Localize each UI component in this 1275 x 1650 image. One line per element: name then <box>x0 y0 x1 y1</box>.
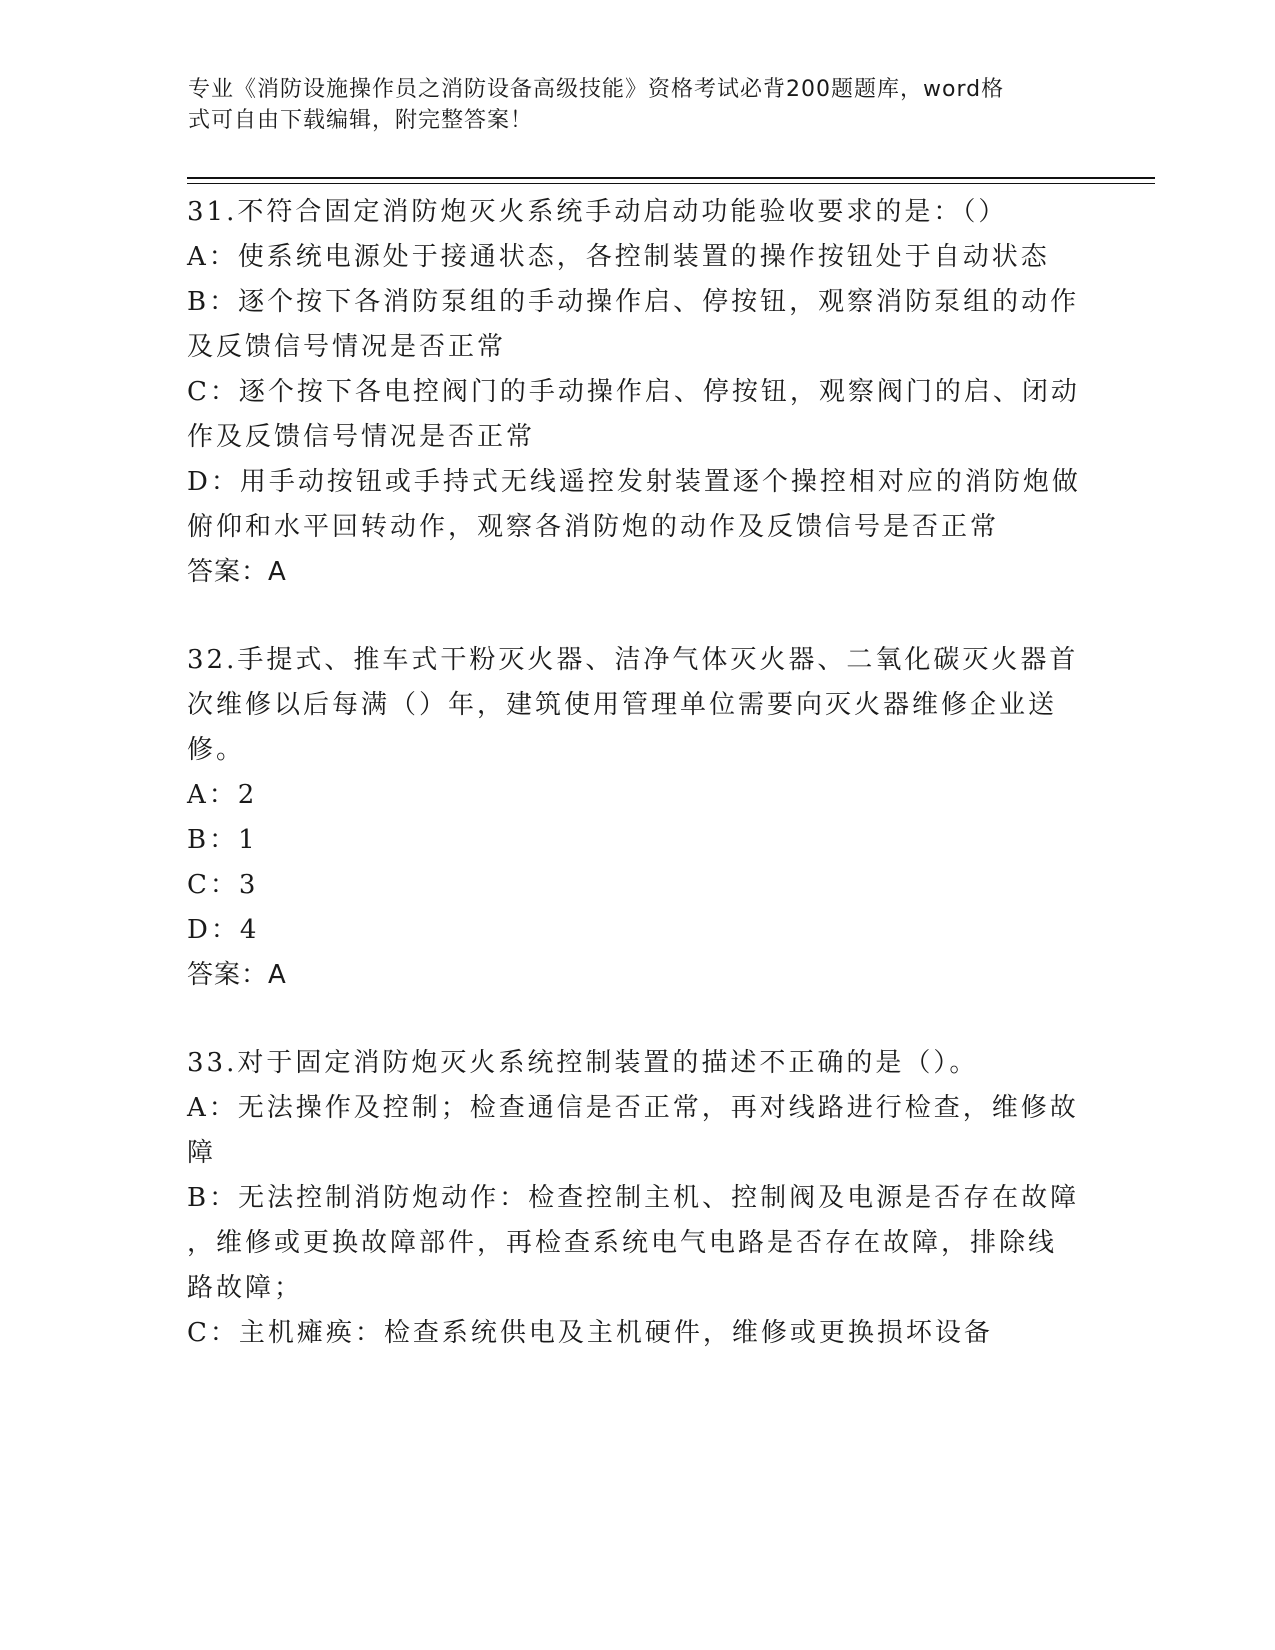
option-b: B：1 <box>187 825 258 855</box>
question-33 <box>187 1041 1087 1356</box>
option-a: A：使系统电源处于接通状态，各控制装置的操作按钮处于自动状态 <box>187 242 1050 272</box>
option-b-continued: 及反馈信号情况是否正常 <box>187 332 507 362</box>
option-c-continued: 作及反馈信号情况是否正常 <box>187 422 536 452</box>
option-c: C：逐个按下各电控阀门的手动操作启、停按钮，观察阀门的启、闭动 <box>187 377 1080 407</box>
option-b: B：无法控制消防炮动作：检查控制主机、控制阀及电源是否存在故障 <box>187 1183 1080 1213</box>
option-a-continued: 障 <box>187 1138 217 1168</box>
header-rule-thick <box>187 177 1155 179</box>
option-b-continued: 路故障； <box>187 1273 304 1303</box>
answer-label: 答案：A <box>187 960 287 990</box>
question-stem: 33.对于固定消防炮灭火系统控制装置的描述不正确的是（）。 <box>187 1048 979 1078</box>
header-rule-thin <box>187 183 1155 184</box>
header-line-1: 专业《消防设施操作员之消防设备高级技能》资格考试必背200题题库，word格 <box>188 77 1005 102</box>
answer-label: 答案：A <box>187 557 287 587</box>
option-b-continued: ，维修或更换故障部件，再检查系统电气电路是否存在故障，排除线 <box>187 1228 1058 1258</box>
option-c: C：主机瘫痪：检查系统供电及主机硬件，维修或更换损坏设备 <box>187 1318 993 1348</box>
option-a: A：无法操作及控制；检查通信是否正常，再对线路进行检查，维修故 <box>187 1093 1079 1123</box>
question-32 <box>187 638 1087 998</box>
option-d: D：4 <box>187 915 260 945</box>
option-c: C：3 <box>187 870 259 900</box>
document-header <box>188 74 1068 136</box>
option-b: B：逐个按下各消防泵组的手动操作启、停按钮，观察消防泵组的动作 <box>187 287 1080 317</box>
question-stem: 32.手提式、推车式干粉灭火器、洁净气体灭火器、二氧化碳灭火器首 <box>187 645 1079 675</box>
header-line-2: 式可自由下载编辑，附完整答案！ <box>188 108 534 133</box>
option-a: A：2 <box>187 780 258 810</box>
question-stem-continued: 次维修以后每满（）年，建筑使用管理单位需要向灭火器维修企业送 <box>187 690 1058 720</box>
option-d-continued: 俯仰和水平回转动作，观察各消防炮的动作及反馈信号是否正常 <box>187 512 1000 542</box>
question-stem: 31.不符合固定消防炮灭火系统手动启动功能验收要求的是：（） <box>187 197 1008 227</box>
question-31 <box>187 190 1087 595</box>
question-stem-continued: 修。 <box>187 735 246 765</box>
option-d: D：用手动按钮或手持式无线遥控发射装置逐个操控相对应的消防炮做 <box>187 467 1081 497</box>
question-list <box>187 190 1087 1399</box>
